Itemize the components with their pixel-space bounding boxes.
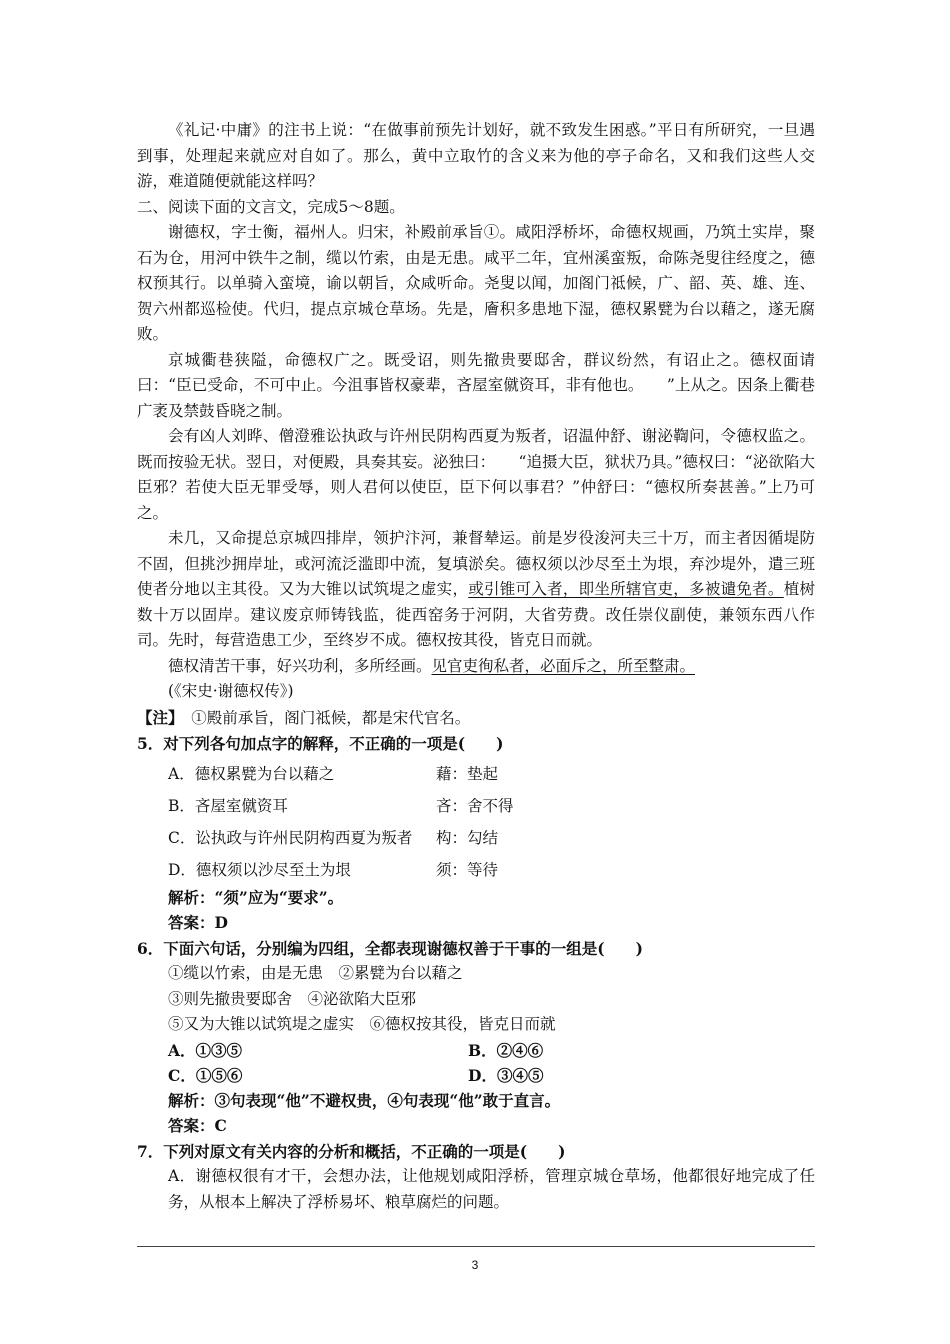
q6-choices-row-1 [137,1038,815,1063]
passage-paragraph-5 [137,654,815,680]
q5-option-b [137,789,815,821]
q5-option-b-sentence: B．吝屋室僦资耳 [168,796,288,815]
q6-choices-row-2 [137,1063,815,1088]
q5-analysis: 解析：“须”应为“要求”。 [168,887,344,907]
q5-answer: 答案：D [168,913,228,932]
footer-divider [137,1246,815,1247]
q6-analysis: 解析：③句表现“他”不避权贵，④句表现“他”敢于直言。 [168,1090,561,1110]
question-6-stem: 6．下面六句话，分别编为四组，全都表现谢德权善于干事的一组是( ) [137,938,643,958]
intro-paragraph: 《礼记·中庸》的注书上说：“在做事前预先计划好，就不致发生困惑。”平日有所研究，一旦遇到事，处理起来就应对自如了。那么，黄中立取竹的含义来为他的亭子命名，又和我们这些人交游，难道随便就能这样吗？ [137,121,815,190]
q5-option-d-gloss: 须：等待 [436,860,499,879]
passage-p4-text-b: 植树数十万以固岸。建议废京师铸钱监，徙西窑务于河阴，大省劳费。改任崇仪副使，兼领东西八作司。先时，每营造患工少，至终岁不成。德权按其役，皆克日而就。 [137,580,815,649]
note [137,705,815,732]
q7-option-a: A．谢德权很有才干，会想办法，让他规划咸阳浮桥，管理京城仓草场，他都很好地完成了任务，从根本上解决了浮桥易坏、粮草腐烂的问题。 [168,1167,815,1211]
passage-p4-text-a: 未几，又命提总京城四排岸，领护汴河，兼督辇运。前是岁役浚河夫三十万，而主者因循堤防不固，但挑沙拥岸址，或河流泛滥即中流，复填淤矣。德权须以沙尽至土为垠，弃沙堤外，遣三班使者分地以主其役。又为大锥以试筑堤之虚实， [137,529,815,598]
q6-item-line-3: ⑤又为大锥以试筑堤之虚实 ⑥德权按其役，皆克日而就 [168,1015,556,1033]
q5-option-a [137,757,815,789]
question-7-stem: 7．下列对原文有关内容的分析和概括，不正确的一项是( ) [137,1141,566,1161]
q5-option-a-gloss: 藉：垫起 [436,764,499,783]
passage-source: (《宋史·谢德权传》) [168,682,294,700]
q5-option-c-sentence: C．讼执政与许州民阴构西夏为叛者 [168,828,413,847]
section-heading: 二、阅读下面的文言文，完成5～8题。 [137,197,405,216]
q5-option-c-gloss: 构：勾结 [436,828,499,847]
q6-choice-c: C．①⑤⑥ [168,1065,243,1085]
q5-option-b-gloss: 吝：舍不得 [436,796,514,815]
q6-item-line-1: ①缆以竹索，由是无患 ②累甓为台以藉之 [168,964,463,982]
q5-option-c [137,821,815,853]
q6-choice-b: B．②④⑥ [468,1040,544,1060]
underlined-sentence-1: 或引锥可入者，即坐所辖官吏，多被谴免者。 [468,580,784,598]
note-text: ①殿前承旨，阁门祗候，都是宋代官名。 [191,708,471,727]
passage-paragraph-2: 京城衢巷狭隘，命德权广之。既受诏，则先撤贵要邸舍，群议纷然，有诏止之。德权面请曰：“臣已受命，不可中止。今沮事皆权豪辈，吝屋室僦资耳，非有他也。 ”上从之。因条上衢巷广袤及禁鼓昏晓之制。 [137,350,815,420]
page-number: 3 [471,1258,479,1272]
q5-option-a-sentence: A．德权累甓为台以藉之 [168,764,335,783]
question-5-stem: 5．对下列各句加点字的解释，不正确的一项是( ) [137,734,504,753]
q5-option-d-sentence: D．德权须以沙尽至土为垠 [168,860,351,879]
q6-item-line-2: ③则先撤贵要邸舍 ④泌欲陷大臣邪 [168,989,417,1008]
underlined-sentence-2: 见官吏徇私者，必面斥之，所至整肃。 [431,656,696,675]
document-page [137,118,815,1215]
passage-p5-text-a: 德权清苦干事，好兴功利，多所经画。 [168,656,432,675]
passage-paragraph-1: 谢德权，字士衡，福州人。归宋，补殿前承旨①。咸阳浮桥坏，命德权规画，乃筑土实岸，聚石为仓，用河中铁牛之制，缆以竹索，由是无患。咸平二年，宜州溪蛮叛，命陈尧叟往经度之，德权预其行。以单骑入蛮境，谕以朝旨，众咸听命。尧叟以闻，加阁门祗候，广、韶、英、雄、连、贺六州都巡检使。代归，提点京城仓草场。先是，廥积多患地下湿，德权累甓为台以藉之，遂无腐败。 [137,223,815,343]
note-label: 【注】 [137,707,176,727]
q6-choice-d: D．③④⑤ [468,1065,544,1085]
q6-answer: 答案：C [168,1116,227,1135]
passage-paragraph-4 [137,526,815,654]
passage-paragraph-3: 会有凶人刘晔、僧澄雅讼执政与许州民阴构西夏为叛者，诏温仲舒、谢泌鞫问，令德权监之。既而按验无状。翌日，对便殿，具奏其妄。泌独曰： “追摄大臣，狱状乃具。”德权曰：“泌欲陷大臣邪？若使大臣无罪受辱，则人君何以使臣，臣下何以事君？”仲舒曰：“德权所奏甚善。”上乃可之。 [137,427,815,522]
q5-option-d [137,853,815,885]
q6-choice-a: A．①③⑤ [168,1040,243,1060]
